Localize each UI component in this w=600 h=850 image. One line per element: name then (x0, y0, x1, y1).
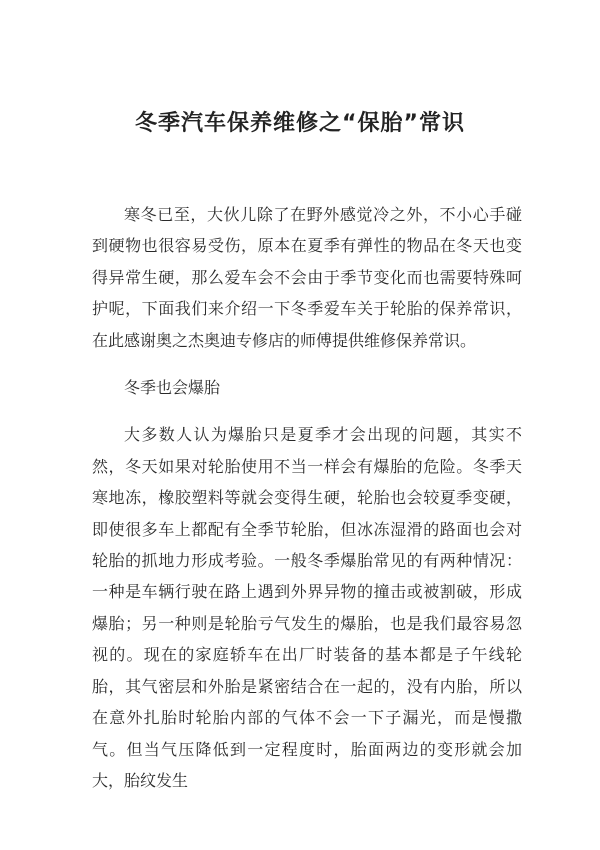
document-title: 冬季汽车保养维修之“保胎”常识 (135, 111, 465, 136)
section-body-paragraph: 大多数人认为爆胎只是夏季才会出现的问题，其实不然，冬天如果对轮胎使用不当一样会有爆胎的危险。冬季天寒地冻，橡胶塑料等就会变得生硬，轮胎也会较夏季变硬，即使很多车上都配有全季节轮胎，但冰冻湿滑的路面也会对轮胎的抓地力形成考验。一般冬季爆胎常见的有两种情况：一种是车辆行驶在路上遇到外界异物的撞击或被割破，形成爆胎；另一种则是轮胎亏气发生的爆胎，也是我们最容易忽视的。现在的家庭轿车在出厂时装备的基本都是子午线轮胎，其气密层和外胎是紧密结合在一起的，没有内胎，所以在意外扎胎时轮胎内部的气体不会一下子漏光，而是慢撒气。但当气压降低到一定程度时，胎面两边的变形就会加大，胎纹发生 (92, 425, 522, 790)
intro-paragraph: 寒冬已至，大伙儿除了在野外感觉冷之外，不小心手碰到硬物也很容易受伤，原本在夏季有弹性的物品在冬天也变得异常生硬，那么爱车会不会由于季节变化而也需要特殊呵护呢，下面我们来介绍一下冬季爱车关于轮胎的保养常识，在此感谢奥之杰奥迪专修店的师傅提供维修保养常识。 (92, 205, 522, 350)
section-heading: 冬季也会爆胎 (124, 378, 221, 398)
document-body (92, 199, 522, 796)
